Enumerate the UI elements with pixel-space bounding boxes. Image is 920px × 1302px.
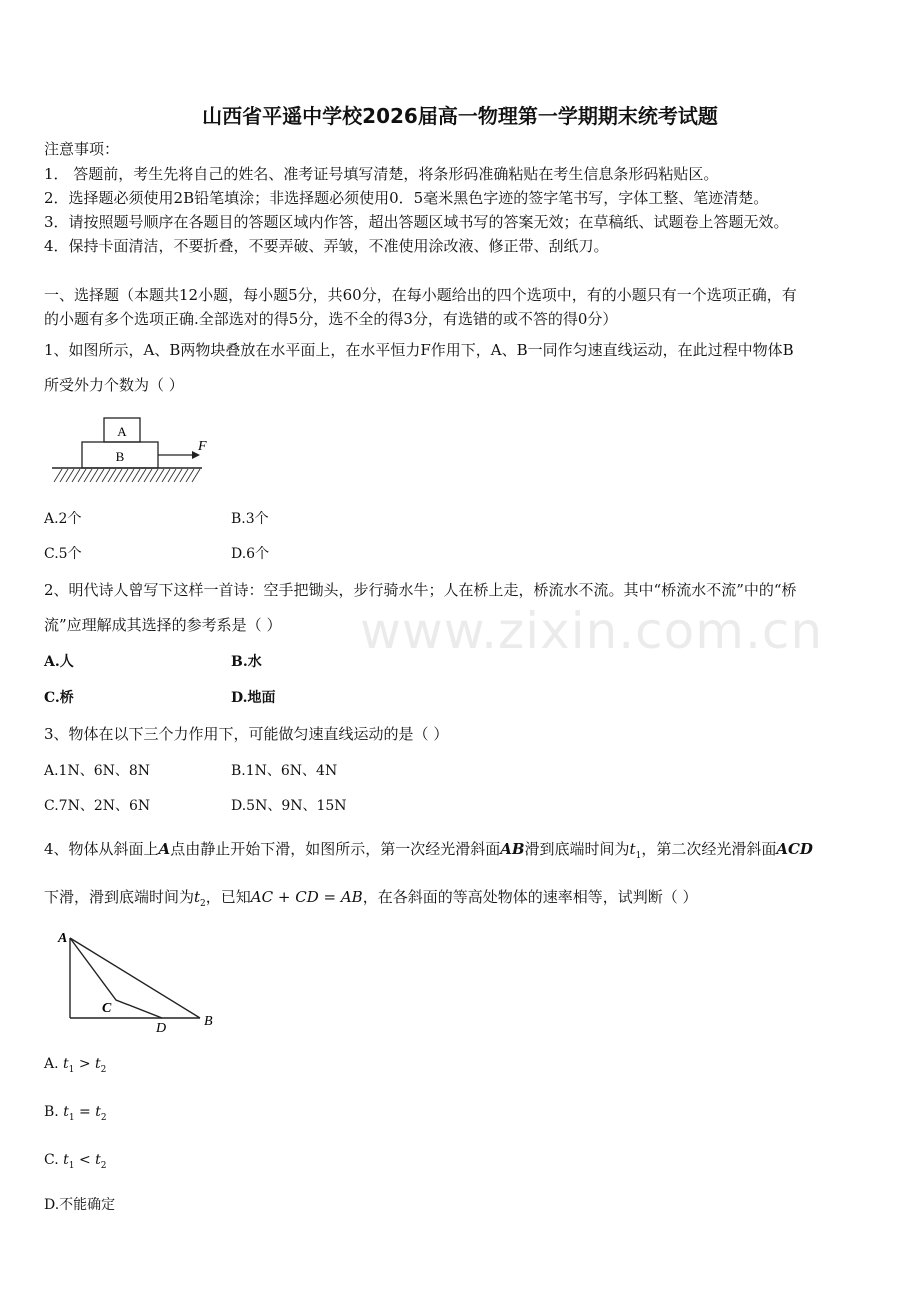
q4-incline-figure	[50, 924, 230, 1036]
q4-path-acd: ACD	[776, 840, 813, 858]
q3-option-d: D.5N、9N、15N	[231, 798, 347, 814]
q2-stem-line2: 流”应理解成其选择的参考系是（ ）	[44, 616, 282, 634]
notice-item: 4．保持卡面清洁，不要折叠，不要弄破、弄皱，不准使用涂改液、修正带、刮纸刀。	[44, 237, 609, 255]
q4-text: ，已知	[205, 888, 251, 906]
block-a-label: A	[117, 424, 127, 439]
t2-subscript: 2	[100, 1160, 107, 1171]
q4-t2-subscript: 2	[200, 899, 206, 909]
q4-text: ，第二次经光滑斜面	[641, 840, 777, 858]
t2-subscript: 2	[100, 1112, 107, 1123]
point-a-label: A	[58, 931, 68, 946]
path-acd	[70, 938, 162, 1018]
t2-symbol: t	[95, 1104, 101, 1120]
q4-t1-symbol: t	[629, 840, 636, 858]
q1-option-d: D.6个	[231, 546, 270, 562]
q4-path-ab: AB	[500, 840, 525, 858]
q1-option-c: C.5个	[44, 546, 82, 562]
t1-subscript: 1	[68, 1064, 75, 1075]
section-heading-line1: 一、选择题（本题共12小题，每小题5分，共60分，在每小题给出的四个选项中，有的小题只有一个选项正确，有	[44, 286, 797, 304]
q4-t2-symbol: t	[194, 888, 201, 906]
q3-option-c: C.7N、2N、6N	[44, 798, 151, 814]
notice-heading: 注意事项：	[44, 140, 120, 158]
q4-stem-line1	[44, 838, 813, 861]
t2-symbol: t	[95, 1152, 101, 1168]
force-label: F	[198, 439, 207, 454]
notice-item: 1． 答题前，考生先将自己的姓名、准考证号填写清楚，将条形码准确粘贴在考生信息条形码粘贴区。	[44, 165, 719, 183]
q1-stem-line2: 所受外力个数为（ ）	[44, 376, 184, 394]
q3-stem: 3、物体在以下三个力作用下，可能做匀速直线运动的是（ ）	[44, 725, 449, 743]
t1-symbol: t	[63, 1104, 69, 1120]
q4-text: 滑到底端时间为	[524, 840, 630, 858]
option-prefix: C.	[44, 1152, 59, 1168]
ground-hatching	[54, 469, 200, 482]
relation-symbol: <	[78, 1152, 91, 1168]
notice-item: 2．选择题必须使用2B铅笔填涂；非选择题必须使用0．5毫米黑色字迹的签字笔书写，字体工整、笔迹清楚。	[44, 189, 769, 207]
page-title: 山西省平遥中学校2026届高一物理第一学期期末统考试题	[202, 104, 718, 128]
t2-subscript: 2	[100, 1064, 107, 1075]
q2-option-d: D.地面	[231, 690, 276, 706]
q4-option-b	[44, 1104, 107, 1123]
q4-option-c	[44, 1152, 107, 1171]
q1-block-figure	[48, 412, 208, 486]
block-b-label: B	[115, 449, 125, 464]
q2-option-c: C.桥	[44, 690, 74, 706]
section-heading-line2: 的小题有多个选项正确.全部选对的得5分，选不全的得3分，有选错的或不答的得0分）	[44, 310, 618, 328]
slope-ab	[70, 938, 200, 1018]
t2-symbol: t	[95, 1056, 101, 1072]
q4-equation: AC + CD = AB	[250, 888, 363, 906]
t1-symbol: t	[63, 1056, 69, 1072]
q2-option-b: B.水	[231, 654, 262, 670]
q4-option-d: D.不能确定	[44, 1197, 116, 1213]
q4-text: 下滑，滑到底端时间为	[44, 888, 195, 906]
q4-point-a: A	[158, 840, 171, 858]
point-d-label: D	[156, 1021, 167, 1036]
q4-option-a	[44, 1056, 106, 1075]
t1-symbol: t	[63, 1152, 69, 1168]
relation-symbol: =	[79, 1104, 91, 1120]
q3-option-a: A.1N、6N、8N	[44, 763, 151, 779]
notice-item: 3．请按照题号顺序在各题目的答题区域内作答，超出答题区域书写的答案无效；在草稿纸、试题卷上答题无效。	[44, 213, 789, 231]
t1-subscript: 1	[68, 1160, 75, 1171]
q2-stem-line1: 2、明代诗人曾写下这样一首诗：空手把锄头，步行骑水牛；人在桥上走，桥流水不流。其中“桥流水不流”中的“桥	[44, 581, 797, 599]
point-c-label: C	[102, 1001, 112, 1016]
q1-stem-line1: 1、如图所示，A、B两物块叠放在水平面上，在水平恒力F作用下，A、B一同作匀速直线运动，在此过程中物体B	[44, 341, 794, 359]
q4-stem-line2	[44, 886, 697, 909]
q1-option-b: B.3个	[231, 511, 269, 527]
q1-option-a: A.2个	[44, 511, 82, 527]
q4-text: ，在各斜面的等高处物体的速率相等，试判断（ ）	[362, 888, 698, 906]
option-prefix: B.	[44, 1104, 59, 1120]
q4-text: 点由静止开始下滑，如图所示，第一次经光滑斜面	[170, 840, 501, 858]
q4-text: 4、物体从斜面上	[44, 840, 159, 858]
q3-option-b: B.1N、6N、4N	[231, 763, 338, 779]
watermark: www.zixin.com.cn	[360, 602, 824, 660]
point-b-label: B	[204, 1014, 213, 1029]
t1-subscript: 1	[68, 1112, 75, 1123]
relation-symbol: >	[78, 1056, 91, 1072]
q2-option-a: A.人	[44, 654, 74, 670]
q4-t1-subscript: 1	[635, 851, 642, 861]
option-prefix: A.	[44, 1056, 59, 1072]
